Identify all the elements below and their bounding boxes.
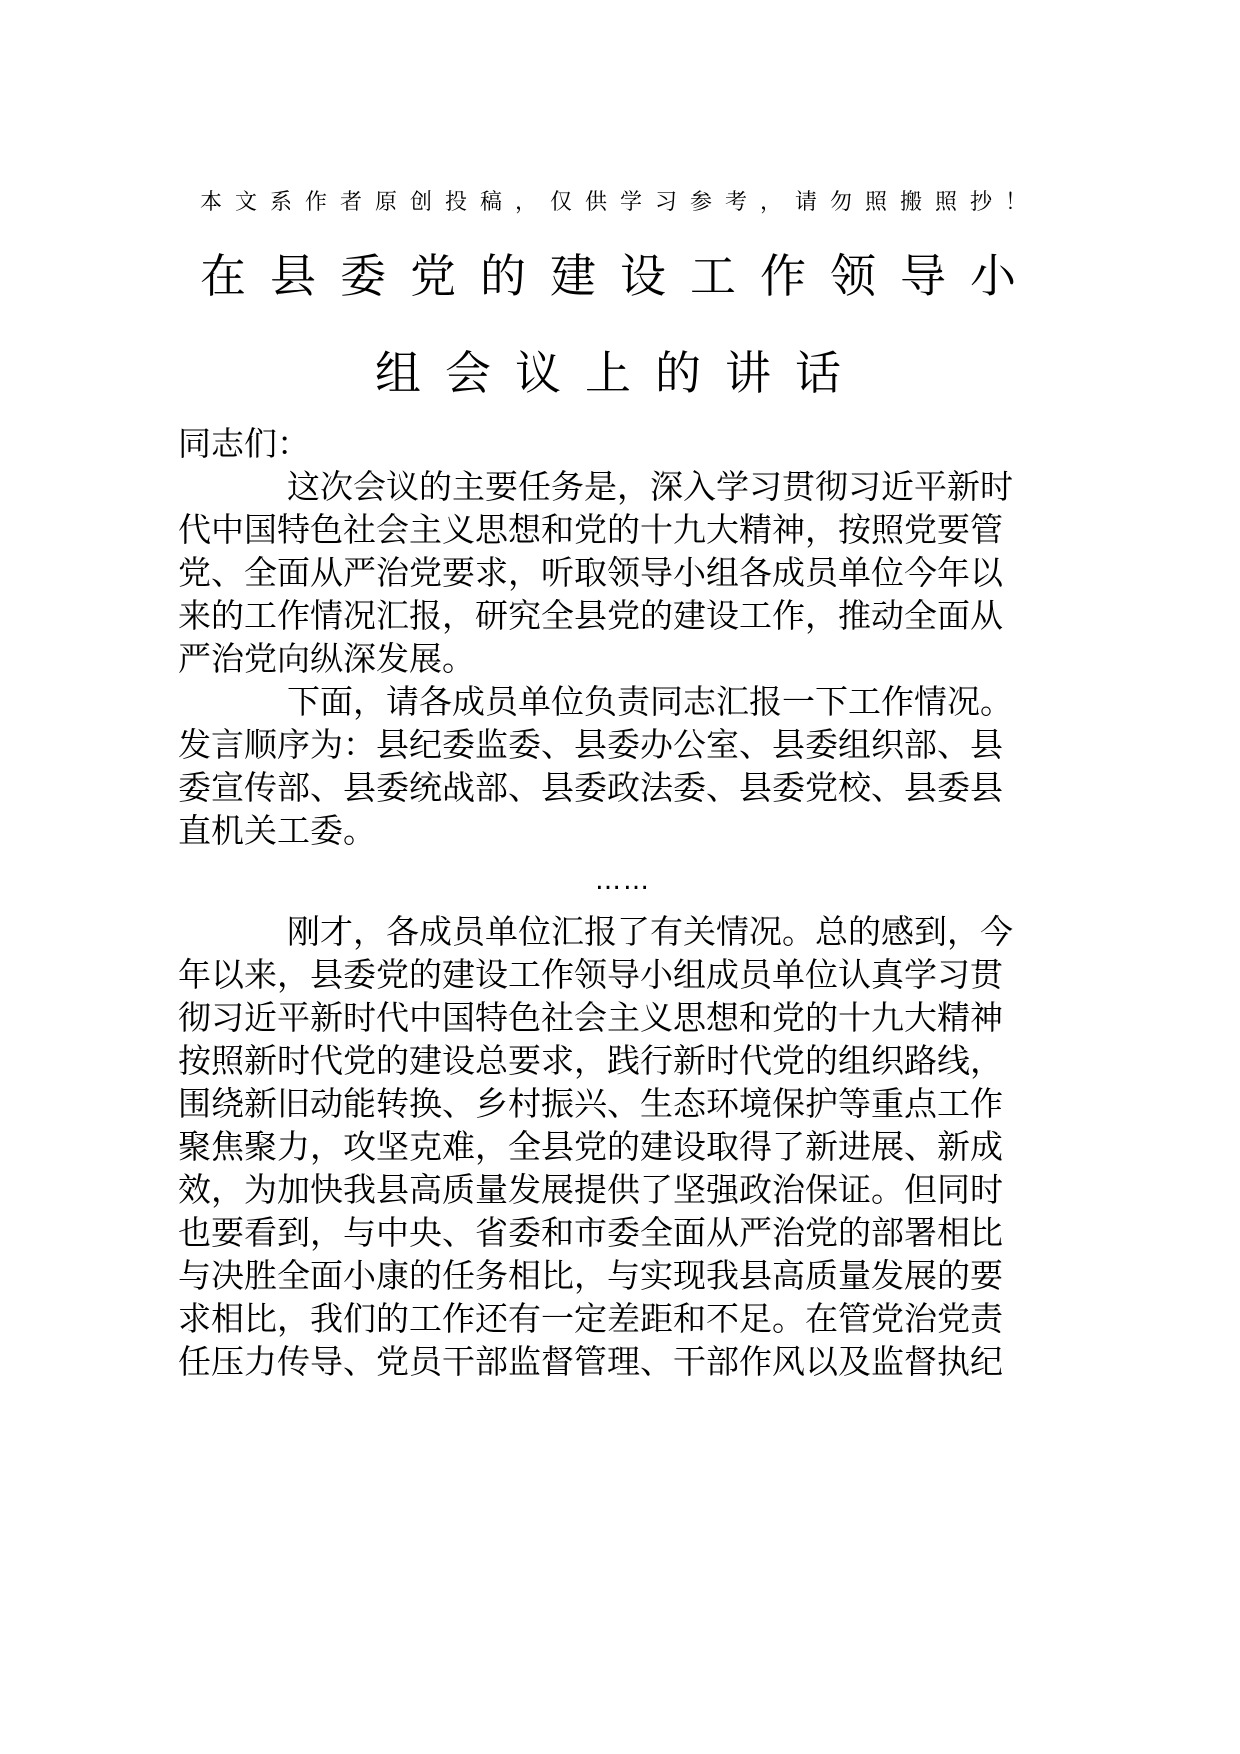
paragraph-3-line: 刚才，各成员单位汇报了有关情况。总的感到，今 <box>287 912 1013 951</box>
paragraph-2-line: 委宣传部、县委统战部、县委政法委、县委党校、县委县 <box>178 768 1003 807</box>
paragraph-2-line: 发言顺序为：县纪委监委、县委办公室、县委组织部、县 <box>178 725 1003 764</box>
paragraph-3-line: 效，为加快我县高质量发展提供了坚强政治保证。但同时 <box>178 1170 1003 1209</box>
paragraph-3-line: 年以来，县委党的建设工作领导小组成员单位认真学习贯 <box>178 955 1003 994</box>
paragraph-1-line: 来的工作情况汇报，研究全县党的建设工作，推动全面从 <box>178 596 1003 635</box>
paragraph-2-line: 下面，请各成员单位负责同志汇报一下工作情况。 <box>287 682 1013 721</box>
paragraph-3-line: 求相比，我们的工作还有一定差距和不足。在管党治党责 <box>178 1299 1003 1338</box>
paragraph-3-line: 也要看到，与中央、省委和市委全面从严治党的部署相比 <box>178 1213 1003 1252</box>
paragraph-3-line: 按照新时代党的建设总要求，践行新时代党的组织路线， <box>178 1041 1003 1080</box>
paragraph-1-line: 代中国特色社会主义思想和党的十九大精神，按照党要管 <box>178 510 1003 549</box>
paragraph-1-line: 严治党向纵深发展。 <box>178 639 475 678</box>
document-title-line-1: 在县委党的建设工作领导小 <box>200 249 1040 303</box>
salutation: 同志们： <box>178 424 310 463</box>
paragraph-1-line: 这次会议的主要任务是，深入学习贯彻习近平新时 <box>287 467 1013 506</box>
paragraph-3-line: 围绕新旧动能转换、乡村振兴、生态环境保护等重点工作 <box>178 1084 1003 1123</box>
paragraph-3-line: 彻习近平新时代中国特色社会主义思想和党的十九大精神 <box>178 998 1003 1037</box>
paragraph-3-line: 与决胜全面小康的任务相比，与实现我县高质量发展的要 <box>178 1256 1003 1295</box>
ellipsis-separator: …… <box>595 866 651 896</box>
paragraph-2-line: 直机关工委。 <box>178 811 376 850</box>
paragraph-3-line: 任压力传导、党员干部监督管理、干部作风以及监督执纪 <box>178 1342 1003 1381</box>
paragraph-3-line: 聚焦聚力，攻坚克难，全县党的建设取得了新进展、新成 <box>178 1127 1003 1166</box>
paragraph-1-line: 党、全面从严治党要求，听取领导小组各成员单位今年以 <box>178 553 1003 592</box>
document-title-line-2: 组会议上的讲话 <box>375 346 865 400</box>
copyright-notice: 本文系作者原创投稿，仅供学习参考，请勿照搬照抄！ <box>199 190 1040 215</box>
